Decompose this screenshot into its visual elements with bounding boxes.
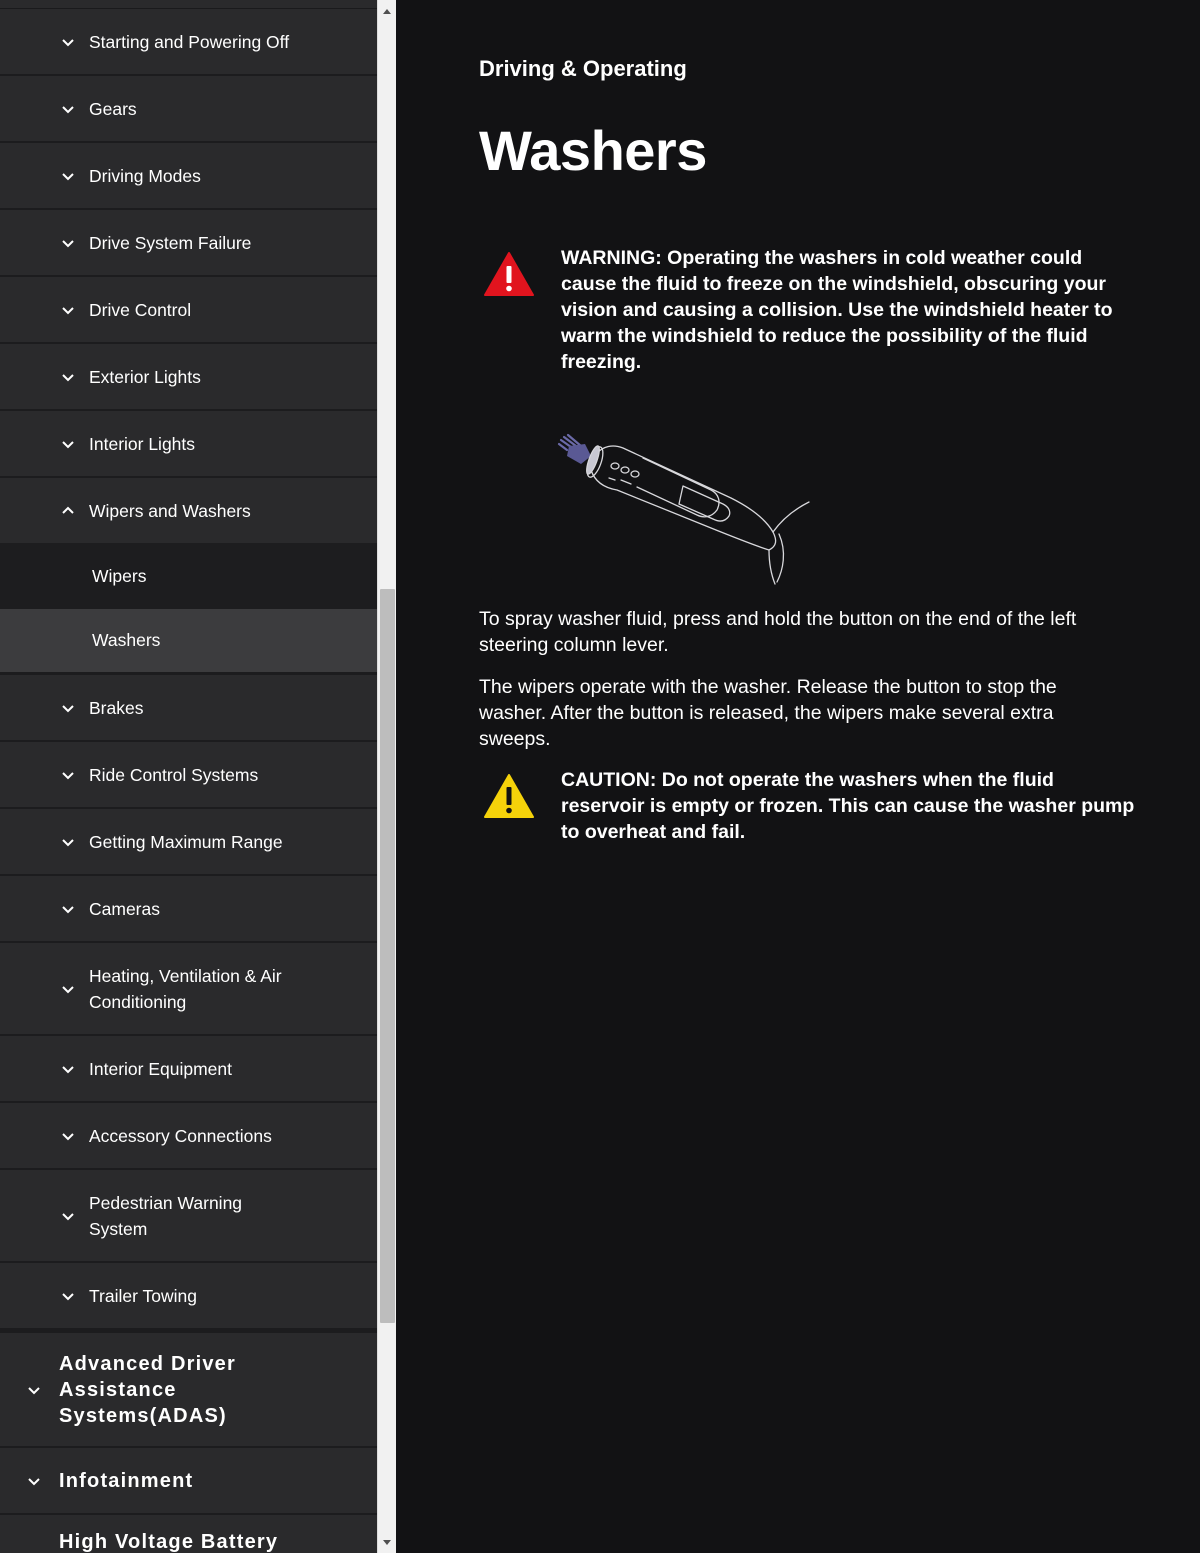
sidebar-item-pedestrian-warning-system[interactable] — [0, 1170, 377, 1263]
sidebar-scrollbar[interactable] — [377, 0, 396, 1553]
sidebar-item-label: Interior Lights — [89, 433, 196, 454]
chevron-down-icon — [60, 1208, 76, 1224]
warning-text: WARNING: Operating the washers in cold weather could cause the fluid to freeze on the windshield, obscuring your vision and causing a collision. Use the windshield heater to warm the windshield to reduce the possibility of the fluid freezing. — [561, 247, 1113, 373]
sidebar-item-label: Driving Modes — [89, 165, 201, 186]
sidebar-section-label: Infotainment — [59, 1469, 194, 1492]
warning-notice — [479, 245, 1139, 375]
sidebar-item-gears[interactable] — [0, 76, 377, 143]
sidebar-item-label: Heating, Ventilation & Air Conditioning — [89, 965, 282, 1012]
scrollbar-thumb[interactable] — [380, 589, 395, 1323]
sidebar-item-label: Getting Maximum Range — [89, 831, 283, 852]
scroll-up-arrow-icon[interactable] — [378, 2, 396, 19]
chevron-down-icon — [60, 767, 76, 783]
chevron-down-icon — [60, 436, 76, 452]
sidebar-item-interior-lights[interactable] — [0, 411, 377, 478]
sidebar-section-label: High Voltage Battery — [59, 1531, 279, 1553]
chevron-down-icon — [60, 302, 76, 318]
sidebar-item-driving-modes[interactable] — [0, 143, 377, 210]
sidebar-item-hvac[interactable] — [0, 943, 377, 1036]
chevron-down-icon — [60, 901, 76, 917]
chevron-down-icon — [60, 981, 76, 997]
sidebar-item-label: Accessory Connections — [89, 1125, 272, 1146]
sidebar-item-trailer-towing[interactable] — [0, 1263, 377, 1330]
chevron-up-icon — [60, 503, 76, 519]
sidebar-item-ride-control-systems[interactable] — [0, 742, 377, 809]
caution-notice — [479, 767, 1139, 845]
sidebar-item-label: Starting and Powering Off — [89, 31, 290, 52]
sidebar-item-interior-equipment[interactable] — [0, 1036, 377, 1103]
sidebar-subitem-washers[interactable] — [0, 609, 377, 675]
sidebar-section-label: Advanced Driver Assistance Systems(ADAS) — [59, 1352, 236, 1427]
sidebar-item-label: Gears — [89, 98, 137, 119]
chevron-down-icon — [60, 235, 76, 251]
sidebar-section-infotainment[interactable] — [0, 1448, 377, 1515]
sidebar-item-label: Trailer Towing — [89, 1285, 197, 1306]
sidebar-section-high-voltage-battery[interactable] — [0, 1515, 377, 1553]
chevron-down-icon — [60, 700, 76, 716]
sidebar-item-label: Cameras — [89, 898, 160, 919]
sidebar-item-drive-control[interactable] — [0, 277, 377, 344]
sidebar-item-label: Exterior Lights — [89, 366, 201, 387]
chevron-down-icon — [26, 1382, 42, 1398]
breadcrumb: Driving & Operating — [479, 56, 687, 81]
sidebar-item-label: Interior Equipment — [89, 1058, 232, 1079]
sidebar-item-getting-maximum-range[interactable] — [0, 809, 377, 876]
sidebar-item-starting-and-powering-off[interactable] — [0, 9, 377, 76]
steering-column-lever-illustration — [551, 432, 811, 590]
sidebar-item-brakes[interactable] — [0, 675, 377, 742]
sidebar-subitem-wipers[interactable] — [0, 543, 377, 609]
chevron-down-icon — [60, 34, 76, 50]
caution-icon — [483, 767, 543, 845]
sidebar-item-label: Ride Control Systems — [89, 764, 259, 785]
page-title: Washers — [479, 119, 707, 182]
chevron-down-icon — [60, 369, 76, 385]
main-content — [396, 0, 1200, 1553]
sidebar-item-drive-system-failure[interactable] — [0, 210, 377, 277]
sidebar-item-accessory-connections[interactable] — [0, 1103, 377, 1170]
sidebar-item-label: Brakes — [89, 697, 144, 718]
sidebar-item-label: Drive System Failure — [89, 232, 252, 253]
chevron-down-icon — [60, 1061, 76, 1077]
chevron-down-icon — [60, 168, 76, 184]
scroll-down-arrow-icon[interactable] — [378, 1534, 396, 1551]
sidebar-item-label: Drive Control — [89, 299, 192, 320]
sidebar-item-exterior-lights[interactable] — [0, 344, 377, 411]
sidebar-section-adas[interactable] — [0, 1330, 377, 1448]
instruction-paragraph-2: The wipers operate with the washer. Release the button to stop the washer. After the button is released, the wipers make several extra sweeps. — [479, 676, 1057, 750]
chevron-down-icon — [60, 101, 76, 117]
chevron-down-icon — [60, 1128, 76, 1144]
sidebar-item-cameras[interactable] — [0, 876, 377, 943]
sidebar-item-label: Pedestrian Warning System — [89, 1192, 243, 1239]
instruction-paragraph-1: To spray washer fluid, press and hold the button on the end of the left steering column lever. — [479, 608, 1077, 656]
warning-icon — [483, 245, 543, 375]
sidebar-top-divider — [0, 0, 377, 9]
sidebar-item-wipers-and-washers[interactable] — [0, 478, 377, 543]
sidebar-nav — [0, 0, 377, 1553]
sidebar-subitem-label: Washers — [92, 630, 161, 650]
chevron-down-icon — [60, 834, 76, 850]
chevron-down-icon — [60, 1288, 76, 1304]
sidebar-item-label: Wipers and Washers — [89, 500, 251, 521]
caution-text: CAUTION: Do not operate the washers when the fluid reservoir is empty or frozen. This can cause the washer pump to overheat and fail. — [561, 769, 1135, 843]
sidebar-subitem-label: Wipers — [92, 565, 147, 586]
chevron-down-icon — [26, 1473, 42, 1489]
